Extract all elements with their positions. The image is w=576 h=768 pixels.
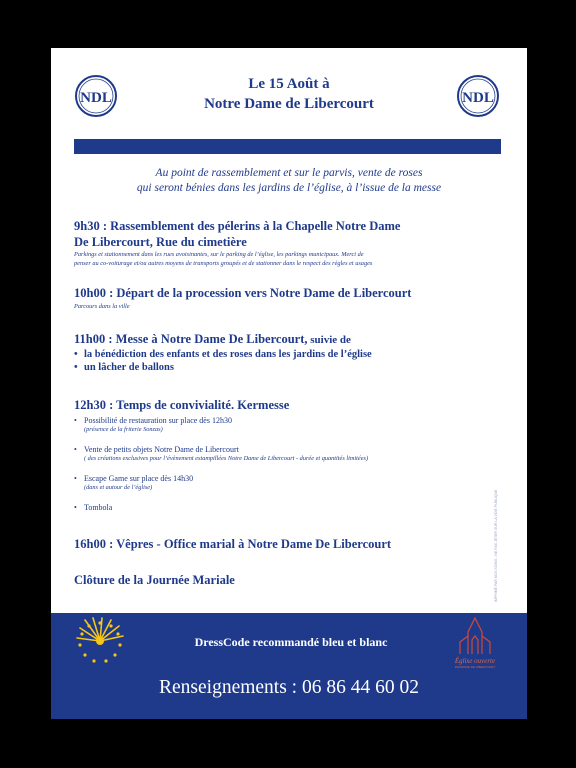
section-1-heading-line1: 9h30 : Rassemblement des pélerins à la Chapelle Notre Dame bbox=[74, 219, 401, 233]
section-2-note: Parcours dans la ville bbox=[74, 303, 130, 310]
section-3-heading-main: 11h00 : Messe à Notre Dame De Libercourt, bbox=[74, 332, 308, 346]
section-1-note-line2: penser au co-voiturage et/ou autres moyens de transports groupés et de stationner dans le respect des règles et usages bbox=[74, 260, 373, 267]
svg-text:NDL: NDL bbox=[462, 90, 494, 106]
side-legal-text bbox=[488, 432, 496, 602]
intro-line1: Au point de rassemblement et sur le parvis, vente de roses bbox=[155, 167, 423, 179]
section-2-heading: 10h00 : Départ de la procession vers Notre Dame de Libercourt bbox=[74, 286, 412, 300]
section-3-heading-suffix: suivie de bbox=[307, 334, 351, 346]
section-4-item-1: • Possibilité de restauration sur place dès 12h30 (présence de la friterie Sonzas) bbox=[74, 416, 494, 434]
svg-text:NDL: NDL bbox=[80, 90, 112, 106]
section-5-heading: 16h00 : Vêpres - Office marial à Notre Dame De Libercourt bbox=[74, 537, 392, 551]
section-1-heading-line2: De Libercourt, Rue du cimetière bbox=[74, 235, 247, 249]
item-text: Vente de petits objets Notre Dame de Libercourt bbox=[84, 445, 239, 454]
item-text: Escape Game sur place dès 14h30 bbox=[84, 474, 194, 483]
page-title-line1: Le 15 Août à bbox=[248, 76, 330, 92]
section-4-item-2: • Vente de petits objets Notre Dame de Libercourt ( des créations exclusives pour l’évènement estampillées Notre Dame de Libercourt - durée et quantités limitées) bbox=[74, 445, 494, 463]
item-text: Tombola bbox=[84, 503, 113, 512]
item-subtext: (présence de la friterie Sonzas) bbox=[84, 426, 163, 433]
dress-code-text: DressCode recommandé bleu et blanc bbox=[194, 635, 388, 649]
contact-phone: Renseignements : 06 86 44 60 02 bbox=[159, 677, 419, 698]
church-logo-subtext: PAROISSE DE LIBERCOURT bbox=[454, 665, 496, 669]
section-3-bullet-1: • la bénédiction des enfants et des roses dans les jardins de l’église bbox=[74, 349, 372, 360]
section-4-item-4: • Tombola bbox=[74, 503, 113, 512]
star-sunburst-icon bbox=[75, 616, 125, 666]
closing-heading: Clôture de la Journée Mariale bbox=[74, 573, 235, 587]
section-4-heading: 12h30 : Temps de convivialité. Kermesse bbox=[74, 398, 290, 412]
bullet-text: un lâcher de ballons bbox=[84, 362, 174, 373]
section-1-note-line1: Parkings et stationnement dans les rues avoisinantes, sur le parking de l’église, les parkings municipaux. Merci de bbox=[74, 251, 364, 258]
section-3-bullet-2: • un lâcher de ballons bbox=[74, 362, 174, 373]
church-logo-text: Église ouverte bbox=[454, 657, 496, 665]
ndl-logo-left-icon bbox=[74, 74, 118, 118]
section-3-heading bbox=[74, 331, 514, 348]
intro-line2: qui seront bénies dans les jardins de l’église, à l’issue de la messe bbox=[136, 182, 442, 194]
flyer-page bbox=[51, 48, 527, 719]
section-4-item-3: • Escape Game sur place dès 14h30 (dans et autour de l’église) bbox=[74, 474, 494, 492]
side-legal-text-label: IMPRIMÉ PAR NOS SOINS - NE PAS JETER SUR LA VOIE PUBLIQUE bbox=[494, 489, 498, 602]
bullet-text: la bénédiction des enfants et des roses dans les jardins de l’église bbox=[84, 349, 372, 360]
page-title-line2: Notre Dame de Libercourt bbox=[204, 96, 374, 112]
ndl-logo-right-icon bbox=[456, 74, 500, 118]
header-divider-bar bbox=[74, 139, 501, 154]
item-subtext: (dans et autour de l’église) bbox=[84, 484, 153, 491]
item-text: Possibilité de restauration sur place dès 12h30 bbox=[84, 416, 232, 425]
item-subtext: ( des créations exclusives pour l’évènement estampillées Notre Dame de Libercourt - durée et quantités limitées) bbox=[84, 455, 369, 462]
